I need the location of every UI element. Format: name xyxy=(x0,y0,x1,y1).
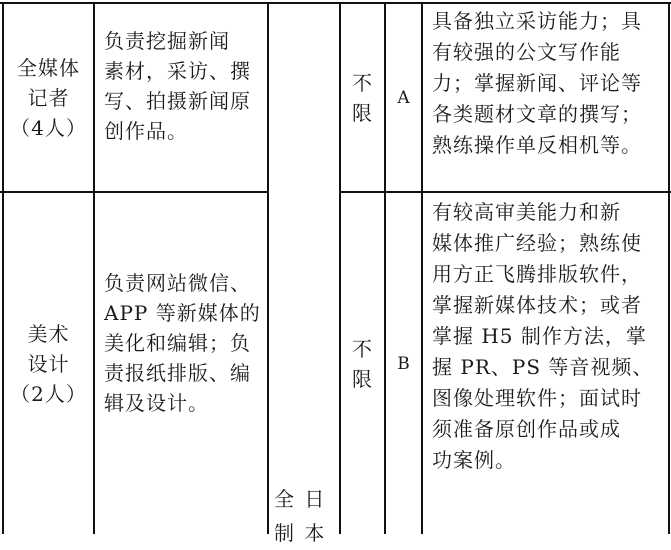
position-count: （2人） xyxy=(10,381,87,406)
limit-char: 限 xyxy=(352,100,373,125)
duty-line: 美化和编辑；负 xyxy=(104,331,251,355)
position-name: 全媒体 xyxy=(16,55,80,80)
requirement-line: 熟练操作单反相机等。 xyxy=(432,133,642,157)
requirements-cell xyxy=(432,6,668,161)
requirement-line: 用方正飞腾排版软件， xyxy=(432,262,642,286)
limit-char: 不 xyxy=(352,336,373,361)
duty-line: 责报纸排版、编 xyxy=(104,361,251,385)
duties-cell xyxy=(104,26,266,146)
duty-line: 负责网站微信、 xyxy=(104,271,251,295)
position-cell xyxy=(4,4,93,191)
requirement-line: 掌握新媒体技术；或者 xyxy=(432,293,642,317)
position-name: 美术 xyxy=(27,321,70,346)
requirement-line: 图像处理软件；面试时 xyxy=(432,386,642,410)
education-line: 制 本 xyxy=(274,521,327,545)
requirement-line: 须准备原创作品或成 xyxy=(432,417,621,441)
duty-line: 素材，采访、撰 xyxy=(104,59,251,83)
requirement-line: 具备独立采访能力；具 xyxy=(432,9,642,33)
requirement-line: 有较强的公文写作能 xyxy=(432,40,621,64)
limit-cell xyxy=(341,4,384,191)
col-divider xyxy=(267,2,269,534)
col-divider xyxy=(93,2,95,534)
col-divider xyxy=(668,2,670,534)
requirements-cell xyxy=(432,197,668,476)
duties-cell xyxy=(104,268,266,418)
education-line: 全 日 xyxy=(274,487,327,511)
duty-line: 写、拍摄新闻原 xyxy=(104,89,251,113)
limit-char: 限 xyxy=(352,366,373,391)
duty-line: APP 等新媒体的 xyxy=(104,301,261,325)
requirement-line: 各类题材文章的撰写； xyxy=(432,102,642,126)
duty-line: 负责挖掘新闻 xyxy=(104,29,230,53)
limit-char: 不 xyxy=(352,70,373,95)
limit-cell xyxy=(341,193,384,534)
duty-line: 辑及设计。 xyxy=(104,391,209,415)
requirement-line: 媒体推广经验；熟练使 xyxy=(432,231,642,255)
table-border-top xyxy=(0,2,671,4)
requirement-line: 掌握 H5 制作方法，掌 xyxy=(432,324,647,348)
position-count: （4人） xyxy=(10,115,87,140)
requirement-line: 功案例。 xyxy=(432,448,516,472)
requirement-line: 握 PR、PS 等音视频、 xyxy=(432,355,654,379)
grade-value: A xyxy=(397,87,410,108)
requirement-line: 力；掌握新闻、评论等 xyxy=(432,71,642,95)
position-cell xyxy=(4,193,93,534)
grade-cell xyxy=(386,4,421,191)
col-divider xyxy=(421,2,423,534)
requirement-line: 有较高审美能力和新 xyxy=(432,200,621,224)
education-cell xyxy=(274,482,336,550)
grade-cell xyxy=(386,193,421,534)
position-name: 记者 xyxy=(27,85,70,110)
duty-line: 创作品。 xyxy=(104,119,188,143)
position-name: 设计 xyxy=(27,351,70,376)
grade-value: B xyxy=(397,353,410,374)
